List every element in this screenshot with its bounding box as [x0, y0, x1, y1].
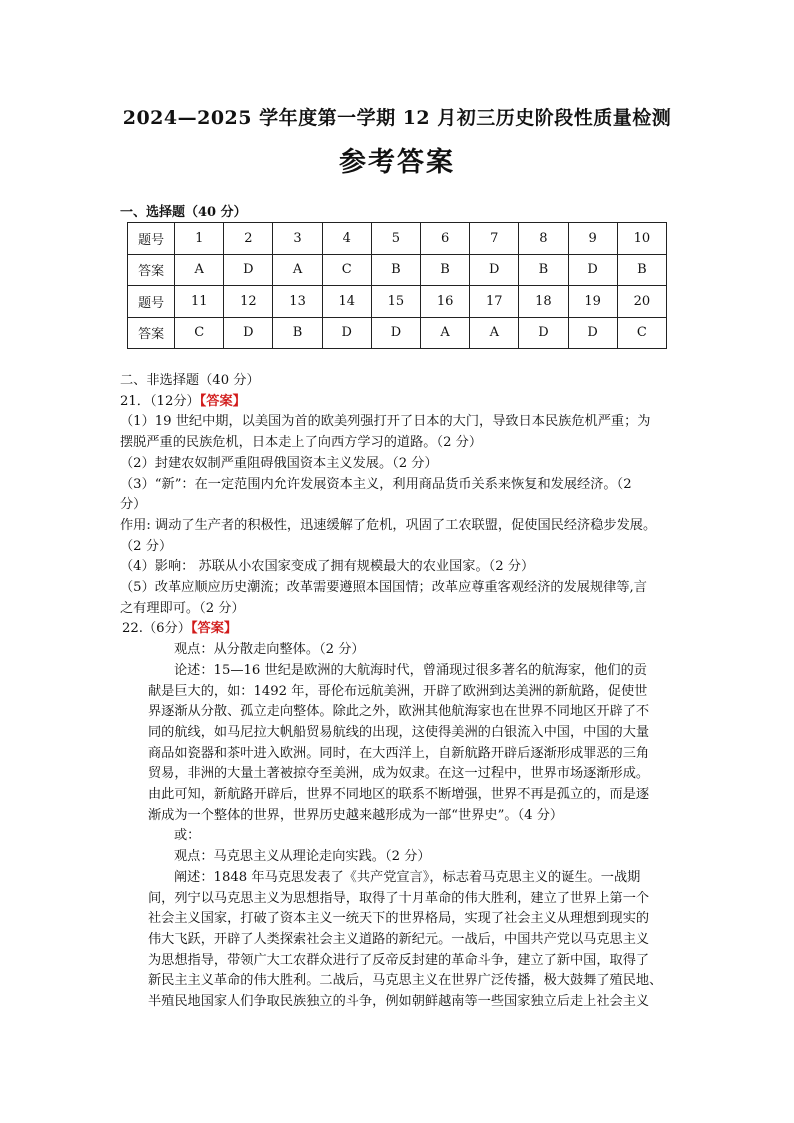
section2: [120, 371, 684, 1013]
q22-answer-line: 同的航线，如马尼拉大帆船贸易航线的出现，这使得美洲的白银流入中国，中国的大量: [148, 724, 650, 740]
answer-table-cell: B: [617, 254, 666, 286]
answer-table-cell: A: [421, 317, 470, 349]
q22-answer-line: 伟大飞跃，开辟了人类探索社会主义道路的新纪元。一战后，中国共产党以马克思主义: [148, 931, 650, 947]
answer-table-row: [128, 286, 667, 318]
q21-answer-line: 分）: [120, 497, 147, 513]
answer-table-cell: 15: [371, 286, 420, 318]
q22-header: [120, 619, 684, 640]
q22-answer-line: 论述：15—16 世纪是欧洲的大航海时代，曾涌现过很多著名的航海家，他们的贡: [174, 662, 647, 678]
answer-table-cell: C: [322, 254, 371, 286]
section2-heading: 二、非选择题（40 分）: [120, 373, 260, 388]
answer-table-cell: 5: [371, 223, 420, 255]
answer-table-cell: 11: [175, 286, 224, 318]
answer-table-row-label: 题号: [128, 223, 175, 255]
answer-table-cell: 9: [568, 223, 617, 255]
q22-answer-line: 阐述：1848 年马克思发表了《共产党宣言》，标志着马克思主义的诞生。一战期: [174, 869, 641, 885]
q22-answer-line: 间，列宁以马克思主义为思想指导，取得了十月革命的伟大胜利，建立了世界上第一个: [148, 890, 650, 906]
q21-answer-tag: 【答案】: [199, 393, 246, 409]
q22-answer-line: 界逐渐从分散、孤立走向整体。除此之外，欧洲其他航海家也在世界不同地区开辟了不: [148, 704, 650, 720]
answer-table-cell: C: [617, 317, 666, 349]
q21-answer-line: （3）“新”：在一定范围内允许发展资本主义，利用商品货币关系来恢复和发展经济。（2: [120, 476, 632, 492]
q21-answer-line: 作用: 调动了生产者的积极性，迅速缓解了危机，巩固了工农联盟，促使国民经济稳步发展。: [120, 517, 657, 533]
answer-table-cell: 19: [568, 286, 617, 318]
answer-table-cell: 6: [421, 223, 470, 255]
q22-answer-line: 或：: [174, 828, 201, 844]
answer-table-cell: D: [371, 317, 420, 349]
q21-header: [120, 392, 684, 413]
q22-answer-line: 观点：马克思主义从理论走向实践。（2 分）: [174, 849, 431, 865]
answer-table-cell: B: [371, 254, 420, 286]
q22-answer-line: 半殖民地国家人们争取民族独立的斗争，例如朝鲜越南等一些国家独立后走上社会主义: [148, 994, 650, 1010]
answer-table-cell: D: [470, 254, 519, 286]
answer-table-cell: 7: [470, 223, 519, 255]
answer-table-cell: A: [470, 317, 519, 349]
q22-answer-line: 社会主义国家，打破了资本主义一统天下的世界格局，实现了社会主义从理想到现实的: [148, 911, 650, 927]
page-subtitle: 参考答案: [339, 147, 455, 178]
answer-table-row-label: 答案: [128, 254, 175, 286]
answer-table-cell: B: [519, 254, 568, 286]
q21-answer-line: （2）封建农奴制严重阻碍俄国资本主义发展。（2 分）: [120, 455, 438, 471]
answer-table-row: [128, 254, 667, 286]
q22-answer-line: 渐成为一个整体的世界，世界历史越来越形成为一部“世界史”。（4 分）: [148, 807, 564, 823]
q22-answer-line: 新民主主义革命的伟大胜利。二战后，马克思主义在世界广泛传播，极大鼓舞了殖民地、: [148, 973, 663, 989]
q22-answer-body: [120, 640, 684, 1013]
answer-table-cell: D: [568, 254, 617, 286]
answer-table-row-label: 题号: [128, 286, 175, 318]
q22-head: 22.（6分）: [122, 621, 191, 637]
answer-table-row: [128, 317, 667, 349]
q22-answer-line: 由此可知，新航路开辟后，世界不同地区的联系不断增强，世界不再是孤立的，而是逐: [148, 787, 650, 803]
q21-answer-line: 之有理即可。（2 分）: [120, 600, 245, 616]
answer-table-cell: 14: [322, 286, 371, 318]
q22-answer-line: 献是巨大的，如：1492 年，哥伦布远航美洲，开辟了欧洲到达美洲的新航路，促使世: [148, 683, 648, 699]
q21-answer-body: [120, 412, 684, 619]
answer-table-cell: 18: [519, 286, 568, 318]
answer-table: [127, 222, 667, 349]
answer-table-cell: 4: [322, 223, 371, 255]
answer-table-cell: C: [175, 317, 224, 349]
answer-table-cell: D: [322, 317, 371, 349]
answer-table-cell: 2: [224, 223, 273, 255]
answer-table-cell: A: [175, 254, 224, 286]
q21-answer-line: （5）改革应顺应历史潮流；改革需要遵照本国国情；改革应尊重客观经济的发展规律等,言: [120, 580, 647, 596]
answer-table-cell: 8: [519, 223, 568, 255]
page-title: 2024—2025 学年度第一学期 12 月初三历史阶段性质量检测: [122, 107, 672, 129]
q21-answer-line: （2 分）: [120, 538, 173, 554]
q21-answer-line: （4）影响： 苏联从小农国家变成了拥有规模最大的农业国家。（2 分）: [120, 559, 535, 575]
q22-answer-line: 商品如瓷器和茶叶进入欧洲。同时，在大西洋上，自新航路开辟后逐渐形成罪恶的三角: [148, 745, 650, 761]
answer-table-row: [128, 223, 667, 255]
q22-answer-line: 观点：从分散走向整体。（2 分）: [174, 642, 365, 658]
q21-answer-line: （1）19 世纪中期，以美国为首的欧美列强打开了日本的大门，导致日本民族危机严重；为: [120, 414, 651, 430]
answer-table-cell: 3: [273, 223, 322, 255]
q22-answer-line: 贸易，非洲的大量土著被掠夺至美洲，成为奴隶。在这一过程中，世界市场逐渐形成。: [148, 766, 650, 782]
q21-answer-line: 摆脱严重的民族危机，日本走上了向西方学习的道路。（2 分）: [120, 435, 483, 451]
answer-table-cell: 16: [421, 286, 470, 318]
answer-table-cell: B: [421, 254, 470, 286]
answer-table-row-label: 答案: [128, 317, 175, 349]
answer-table-cell: 10: [617, 223, 666, 255]
q22-answer-tag: 【答案】: [190, 621, 238, 637]
answer-table-cell: 12: [224, 286, 273, 318]
answer-table-cell: 17: [470, 286, 519, 318]
q22-answer-line: 为思想指导，带领广大工农群众进行了反帝反封建的革命斗争，建立了新中国，取得了: [148, 952, 650, 968]
answer-table-cell: 1: [175, 223, 224, 255]
answer-table-cell: 20: [617, 286, 666, 318]
section1-heading: 一、选择题（40 分）: [120, 205, 247, 220]
answer-table-cell: D: [224, 254, 273, 286]
answer-table-cell: D: [568, 317, 617, 349]
answer-table-cell: D: [224, 317, 273, 349]
answer-table-cell: 13: [273, 286, 322, 318]
answer-table-cell: D: [519, 317, 568, 349]
answer-table-cell: B: [273, 317, 322, 349]
q21-head: 21．（12分）: [120, 393, 200, 409]
answer-table-cell: A: [273, 254, 322, 286]
